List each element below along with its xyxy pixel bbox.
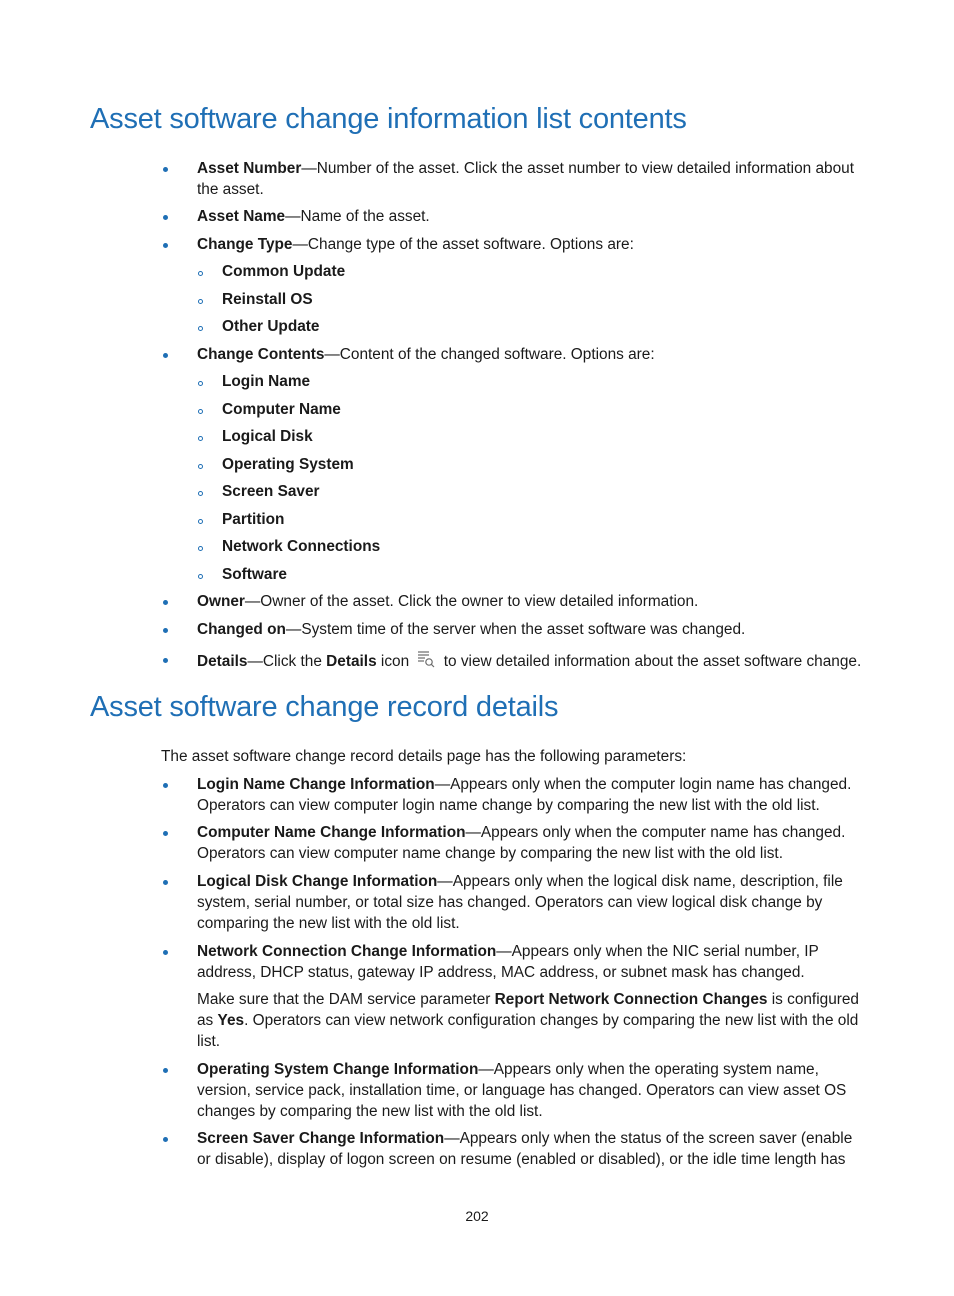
list-item	[197, 1059, 869, 1122]
item-text: —Appears only when the computer name has changed. Operators can view computer name change by comparing the new list with the old list.	[197, 824, 846, 862]
item-text: —System time of the server when the asset software was changed.	[285, 621, 746, 638]
bullet-icon	[163, 950, 168, 955]
sub-list-item: Software	[222, 566, 287, 583]
sub-list-item: Network Connections	[222, 538, 381, 555]
sub-bullet-icon	[198, 519, 203, 524]
item-term: Asset Name	[197, 208, 286, 225]
item-term: Change Contents	[197, 346, 325, 363]
bullet-icon	[163, 783, 168, 788]
item-text: —Owner of the asset. Click the owner to view detailed information.	[244, 593, 699, 610]
sub-bullet-icon	[198, 381, 203, 386]
item-term: Network Connection Change Information	[197, 943, 497, 960]
sub-bullet-icon	[198, 464, 203, 469]
sub-list-item: Other Update	[222, 318, 320, 335]
sub-list-item: Operating System	[222, 456, 354, 473]
sub-list-item: Partition	[222, 511, 285, 528]
item-term: Operating System Change Information	[197, 1061, 479, 1078]
item-text: —Name of the asset.	[285, 208, 430, 225]
bullet-icon	[163, 1137, 168, 1142]
item-text: —Appears only when the status of the screen saver (enable or disable), display of logon screen on resume (enabled or disabled), or the idle time length has	[197, 1130, 853, 1168]
item-term: Asset Number	[197, 160, 302, 177]
bullet-icon	[163, 1068, 168, 1073]
list-item	[197, 206, 869, 227]
item-text: —Appears only when the logical disk name, description, file system, serial number, or total size has changed. Operators can view logical disk change by comparing the new list with the old list.	[197, 873, 843, 932]
sub-list-item: Login Name	[222, 373, 311, 390]
sub-bullet-icon	[198, 574, 203, 579]
list-item	[197, 619, 869, 640]
item-text: —Appears only when the operating system name, version, service pack, installation time, or language has changed. Operators can view asset OS changes by comparing the new list with the old list.	[197, 1061, 847, 1120]
sub-list-item: Logical Disk	[222, 428, 313, 445]
page-number: 202	[465, 1208, 489, 1224]
sub-bullet-icon	[198, 409, 203, 414]
sub-bullet-icon	[198, 271, 203, 276]
item-text: —Number of the asset. Click the asset number to view detailed information about the asset.	[197, 160, 854, 198]
item-text: —Change type of the asset software. Options are:	[292, 236, 634, 253]
item-term: Details	[197, 653, 248, 670]
list-item	[197, 591, 869, 612]
section-intro: The asset software change record details page has the following parameters:	[161, 748, 687, 765]
sub-bullet-icon	[198, 546, 203, 551]
item-term: Change Type	[197, 236, 293, 253]
sub-list-item: Reinstall OS	[222, 291, 313, 308]
item-term: Owner	[197, 593, 245, 610]
item-text: —Appears only when the NIC serial number, IP address, DHCP status, gateway IP address, MAC address, or subnet mask has changed.	[197, 943, 819, 981]
bullet-icon	[163, 353, 168, 358]
bullet-icon	[163, 167, 168, 172]
section-heading-record-details: Asset software change record details	[90, 691, 559, 723]
list-item	[197, 871, 869, 934]
list-item	[197, 822, 869, 864]
bullet-icon	[163, 628, 168, 633]
item-term: Changed on	[197, 621, 286, 638]
note-paragraph: Make sure that the DAM service parameter Report Network Connection Changes is configured as Yes. Operators can view network configuration changes by comparing the new list with the old list.	[197, 991, 859, 1050]
sub-list-item: Screen Saver	[222, 483, 320, 500]
sub-list-item: Common Update	[222, 263, 346, 280]
item-text: —Appears only when the computer login name has changed. Operators can view computer login name change by comparing the new list with the old list.	[197, 776, 852, 814]
bullet-icon	[163, 831, 168, 836]
item-term: Screen Saver Change Information	[197, 1130, 445, 1147]
item-term: Logical Disk Change Information	[197, 873, 438, 890]
sub-list-item: Computer Name	[222, 401, 341, 418]
sub-bullet-icon	[198, 436, 203, 441]
sub-bullet-icon	[198, 299, 203, 304]
list-item	[197, 158, 869, 200]
bullet-icon	[163, 215, 168, 220]
bullet-icon	[163, 658, 168, 663]
bullet-icon	[163, 243, 168, 248]
bullet-icon	[163, 600, 168, 605]
list-item	[197, 234, 869, 255]
details-icon[interactable]	[416, 649, 436, 675]
list-item: Details—Click the Details icon to view detailed information about the asset software change.	[197, 649, 897, 675]
sub-bullet-icon	[198, 326, 203, 331]
sub-bullet-icon	[198, 491, 203, 496]
bullet-icon	[163, 880, 168, 885]
list-item	[197, 774, 869, 816]
list-item	[197, 344, 869, 365]
list-item	[197, 1128, 869, 1170]
section-heading-list-contents: Asset software change information list contents	[90, 103, 687, 135]
item-term: Computer Name Change Information	[197, 824, 466, 841]
list-item	[197, 941, 869, 983]
item-term: Login Name Change Information	[197, 776, 435, 793]
item-text: —Content of the changed software. Options are:	[324, 346, 655, 363]
